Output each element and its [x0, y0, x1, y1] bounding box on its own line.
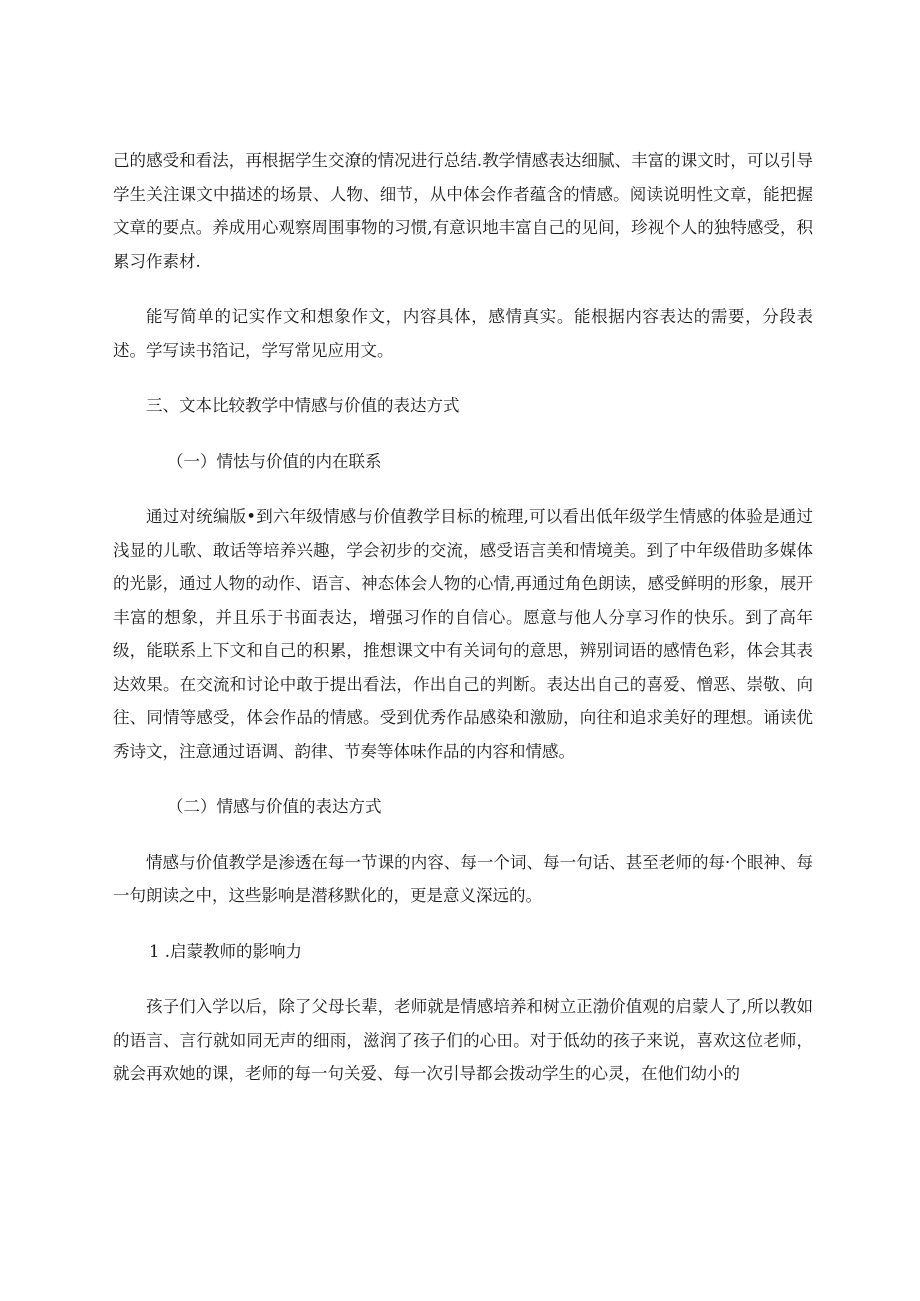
paragraph-writing: 能写简单的记实作文和想象作文，内容具体，感情真实。能根据内容表达的需要，分段表述。学写读书箔记，学写常见应用文。: [113, 307, 813, 360]
item-heading-1: 1 .启蒙教师的影响力: [149, 941, 302, 961]
paragraph-teacher-influence: 孩子们入学以后，除了父母长辈，老师就是情感培养和树立正渤价值观的启蒙人了,所以教如的语言、言行就如同无声的细雨，滋润了孩子们的心田。对于低幼的孩子来说，喜欢这位老师，就会再欢她的课，老师的每一句关爱、每一次引导都会拨动学生的心灵，在他们幼小的: [113, 997, 813, 1083]
subsection-heading-1: （一）情怯与价值的内在联系: [167, 451, 382, 471]
section-heading-3: 三、文本比较教学中情感与价值的表达方式: [146, 396, 460, 415]
paragraph-expression: 情感与价值教学是渗透在每一节课的内容、每一个词、每一句话、甚至老师的每·个眼神、每一句朗读之中，这些影响是潜移默化的，更是意义深远的。: [113, 852, 813, 905]
subsection-heading-2: （二）情感与价值的表达方式: [167, 797, 382, 816]
paragraph-continuation: 己的感受和看法，再根据学生交潦的情况进行总结.教学情感表达细腻、丰富的课文时，可以引导学生关注课文中描述的场景、人物、细节，从中体会作者蕴含的情感。阅读说明性文章，能把握文章的要点。养成用心观察周围事物的习惯,有意识地丰富自己的见间，珍视个人的独特感受，积累习作素材.: [113, 151, 813, 271]
paragraph-goals: 通过对统编版•到六年级情感与价值教学目标的梳理,可以看出低年级学生情感的体验是通过浅显的儿歌、敢话等培养兴趣，学会初步的交流，感受语言美和情境美。到了中年级借助多媒体的光影，通过人物的动作、语言、神态体会人物的心情,再通过角色朗读，感受鲜明的形象，展开丰富的想象，并且乐于书面表达，增强习作的自信心。愿意与他人分享习作的快乐。到了高年级，能联系上下文和自己的积累，推想课文中有关词句的意思，辨别词语的感情色彩，体会其表达效果。在交流和讨论中敢于提出看法，作出自己的判断。表达出自己的喜爱、憎恶、崇敬、向往、同情等感受，体会作品的情感。受到优秀作品感染和激励，向往和追求美好的理想。诵读优秀诗文，注意通过语调、韵律、节奏等体味作品的内容和情感。: [113, 507, 813, 761]
document-page: [113, 144, 813, 1091]
